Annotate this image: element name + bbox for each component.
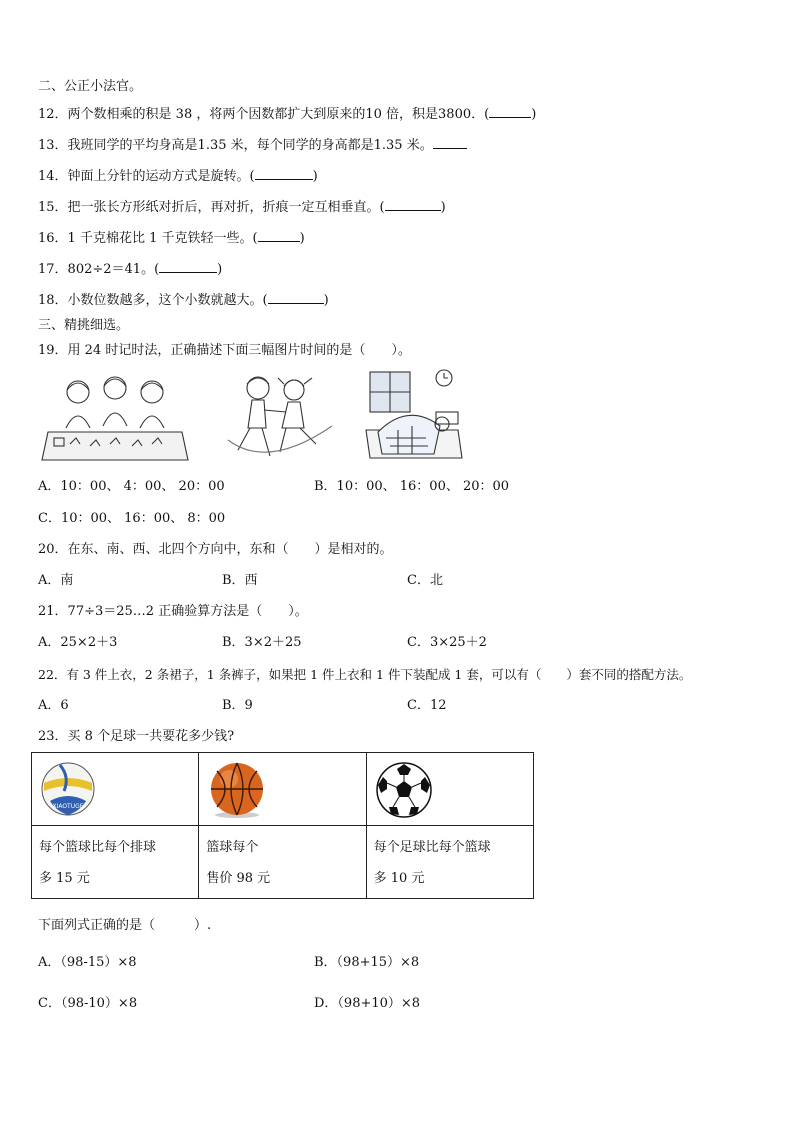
question-21-stem: 21．77÷3＝25…2 正确验算方法是（ ）。 <box>38 604 308 619</box>
question-text: 小数位数越多，这个小数就越大。( <box>67 293 268 308</box>
children-running-image <box>224 370 336 466</box>
soccer-ball-cell <box>366 753 533 826</box>
section-heading-judge: 二、公正小法官。 <box>38 79 143 94</box>
question-text: 钟面上分针的运动方式是旋转。( <box>67 169 255 184</box>
question-19-stem: 19．用 24 时记时法，正确描述下面三幅图片时间的是（ ）。 <box>38 343 411 358</box>
basketball-price-cell <box>199 826 366 899</box>
child-sleeping-image <box>362 368 466 468</box>
question-14: 14．钟面上分针的运动方式是旋转。( ) <box>38 169 318 184</box>
q22-option-c[interactable]: C．12 <box>407 698 447 713</box>
answer-blank[interactable] <box>489 105 531 118</box>
question-text: 我班同学的平均身高是1.35 米，每个同学的身高都是1.35 米。 <box>67 138 433 153</box>
question-number: 18． <box>38 293 68 308</box>
soccer-ball-desc-line2: 多 10 元 <box>373 871 425 886</box>
question-16: 16．1 千克棉花比 1 千克铁轻一些。( ) <box>38 231 305 246</box>
q23-option-b[interactable]: B．（98+15）×8 <box>314 955 420 970</box>
answer-blank[interactable] <box>258 229 300 242</box>
q19-option-c[interactable]: C．10：00、 16：00、 8：00 <box>38 511 226 526</box>
basketball-desc-line1: 篮球每个 <box>206 840 259 855</box>
question-text: 把一张长方形纸对折后，再对折，折痕一定互相垂直。( <box>67 200 385 215</box>
question-15: 15．把一张长方形纸对折后，再对折，折痕一定互相垂直。( ) <box>38 200 446 215</box>
q21-option-b[interactable]: B．3×2＋25 <box>222 635 302 650</box>
basketball-desc-line2: 售价 98 元 <box>206 871 271 886</box>
q23-option-c[interactable]: C．（98-10）×8 <box>38 996 138 1011</box>
q19-option-b[interactable]: B．10：00、 16：00、 20：00 <box>314 479 510 494</box>
question-22-stem: 22．有 3 件上衣，2 条裙子，1 条裤子，如果把 1 件上衣和 1 件下装配成 1 套，可以有（ ）套不同的搭配方法。 <box>38 667 692 682</box>
q19-option-a[interactable]: A．10：00、 4：00、 20：00 <box>38 479 225 494</box>
section-heading-choice: 三、精挑细选。 <box>38 318 130 333</box>
q23-option-d[interactable]: D．（98+10）×8 <box>314 996 421 1011</box>
question-18: 18．小数位数越多，这个小数就越大。( ) <box>38 293 329 308</box>
soccer-ball-desc-line1: 每个足球比每个篮球 <box>373 840 491 855</box>
basketball-cell <box>199 753 366 826</box>
q20-option-b[interactable]: B．西 <box>222 573 258 588</box>
question-23-prompt: 下面列式正确的是（ ）. <box>38 918 212 933</box>
soccer-ball-icon <box>375 761 433 819</box>
basketball-icon <box>207 761 267 819</box>
q20-option-a[interactable]: A．南 <box>38 573 74 588</box>
question-number: 17． <box>38 262 68 277</box>
volleyball-desc-line2: 多 15 元 <box>39 871 90 886</box>
volleyball-desc-line1: 每个篮球比每个排球 <box>39 840 157 855</box>
volleyball-brand-text: XIAOTUGE <box>52 803 84 810</box>
volleyball-cell <box>32 753 199 826</box>
ball-image-row <box>32 753 534 826</box>
question-number: 13． <box>38 138 68 153</box>
question-12: 12．两个数相乘的积是 38 ，将两个因数都扩大到原来的10 倍，积是3800．( ) <box>38 107 537 122</box>
volleyball-price-cell <box>32 826 199 899</box>
soccer-ball-price-cell <box>366 826 533 899</box>
volleyball-icon <box>40 761 96 817</box>
ball-text-row <box>32 826 534 899</box>
question-number: 14． <box>38 169 68 184</box>
question-17: 17．802÷2＝41。( ) <box>38 262 223 277</box>
answer-blank[interactable] <box>433 136 467 149</box>
answer-blank[interactable] <box>159 260 217 273</box>
q23-option-a[interactable]: A．（98-15）×8 <box>38 955 137 970</box>
q22-option-a[interactable]: A．6 <box>38 698 69 713</box>
question-number: 16． <box>38 231 68 246</box>
question-number: 15． <box>38 200 68 215</box>
q21-option-a[interactable]: A．25×2＋3 <box>38 635 118 650</box>
answer-blank[interactable] <box>268 291 324 304</box>
question-20-stem: 20．在东、南、西、北四个方向中，东和（ ）是相对的。 <box>38 542 393 557</box>
question-13 <box>38 136 467 154</box>
q21-option-c[interactable]: C．3×25＋2 <box>407 635 487 650</box>
answer-blank[interactable] <box>255 167 313 180</box>
question-text: 802÷2＝41。( <box>67 262 160 277</box>
children-crafting-image <box>40 370 190 466</box>
question-text: 两个数相乘的积是 38 ，将两个因数都扩大到原来的10 倍，积是3800．( <box>67 107 490 122</box>
q22-option-b[interactable]: B．9 <box>222 698 253 713</box>
answer-blank[interactable] <box>385 198 441 211</box>
ball-price-table <box>31 752 534 899</box>
question-number: 12． <box>38 107 68 122</box>
question-23-stem: 23．买 8 个足球一共要花多少钱? <box>38 729 235 744</box>
q20-option-c[interactable]: C．北 <box>407 573 443 588</box>
question-text: 1 千克棉花比 1 千克铁轻一些。( <box>67 231 258 246</box>
